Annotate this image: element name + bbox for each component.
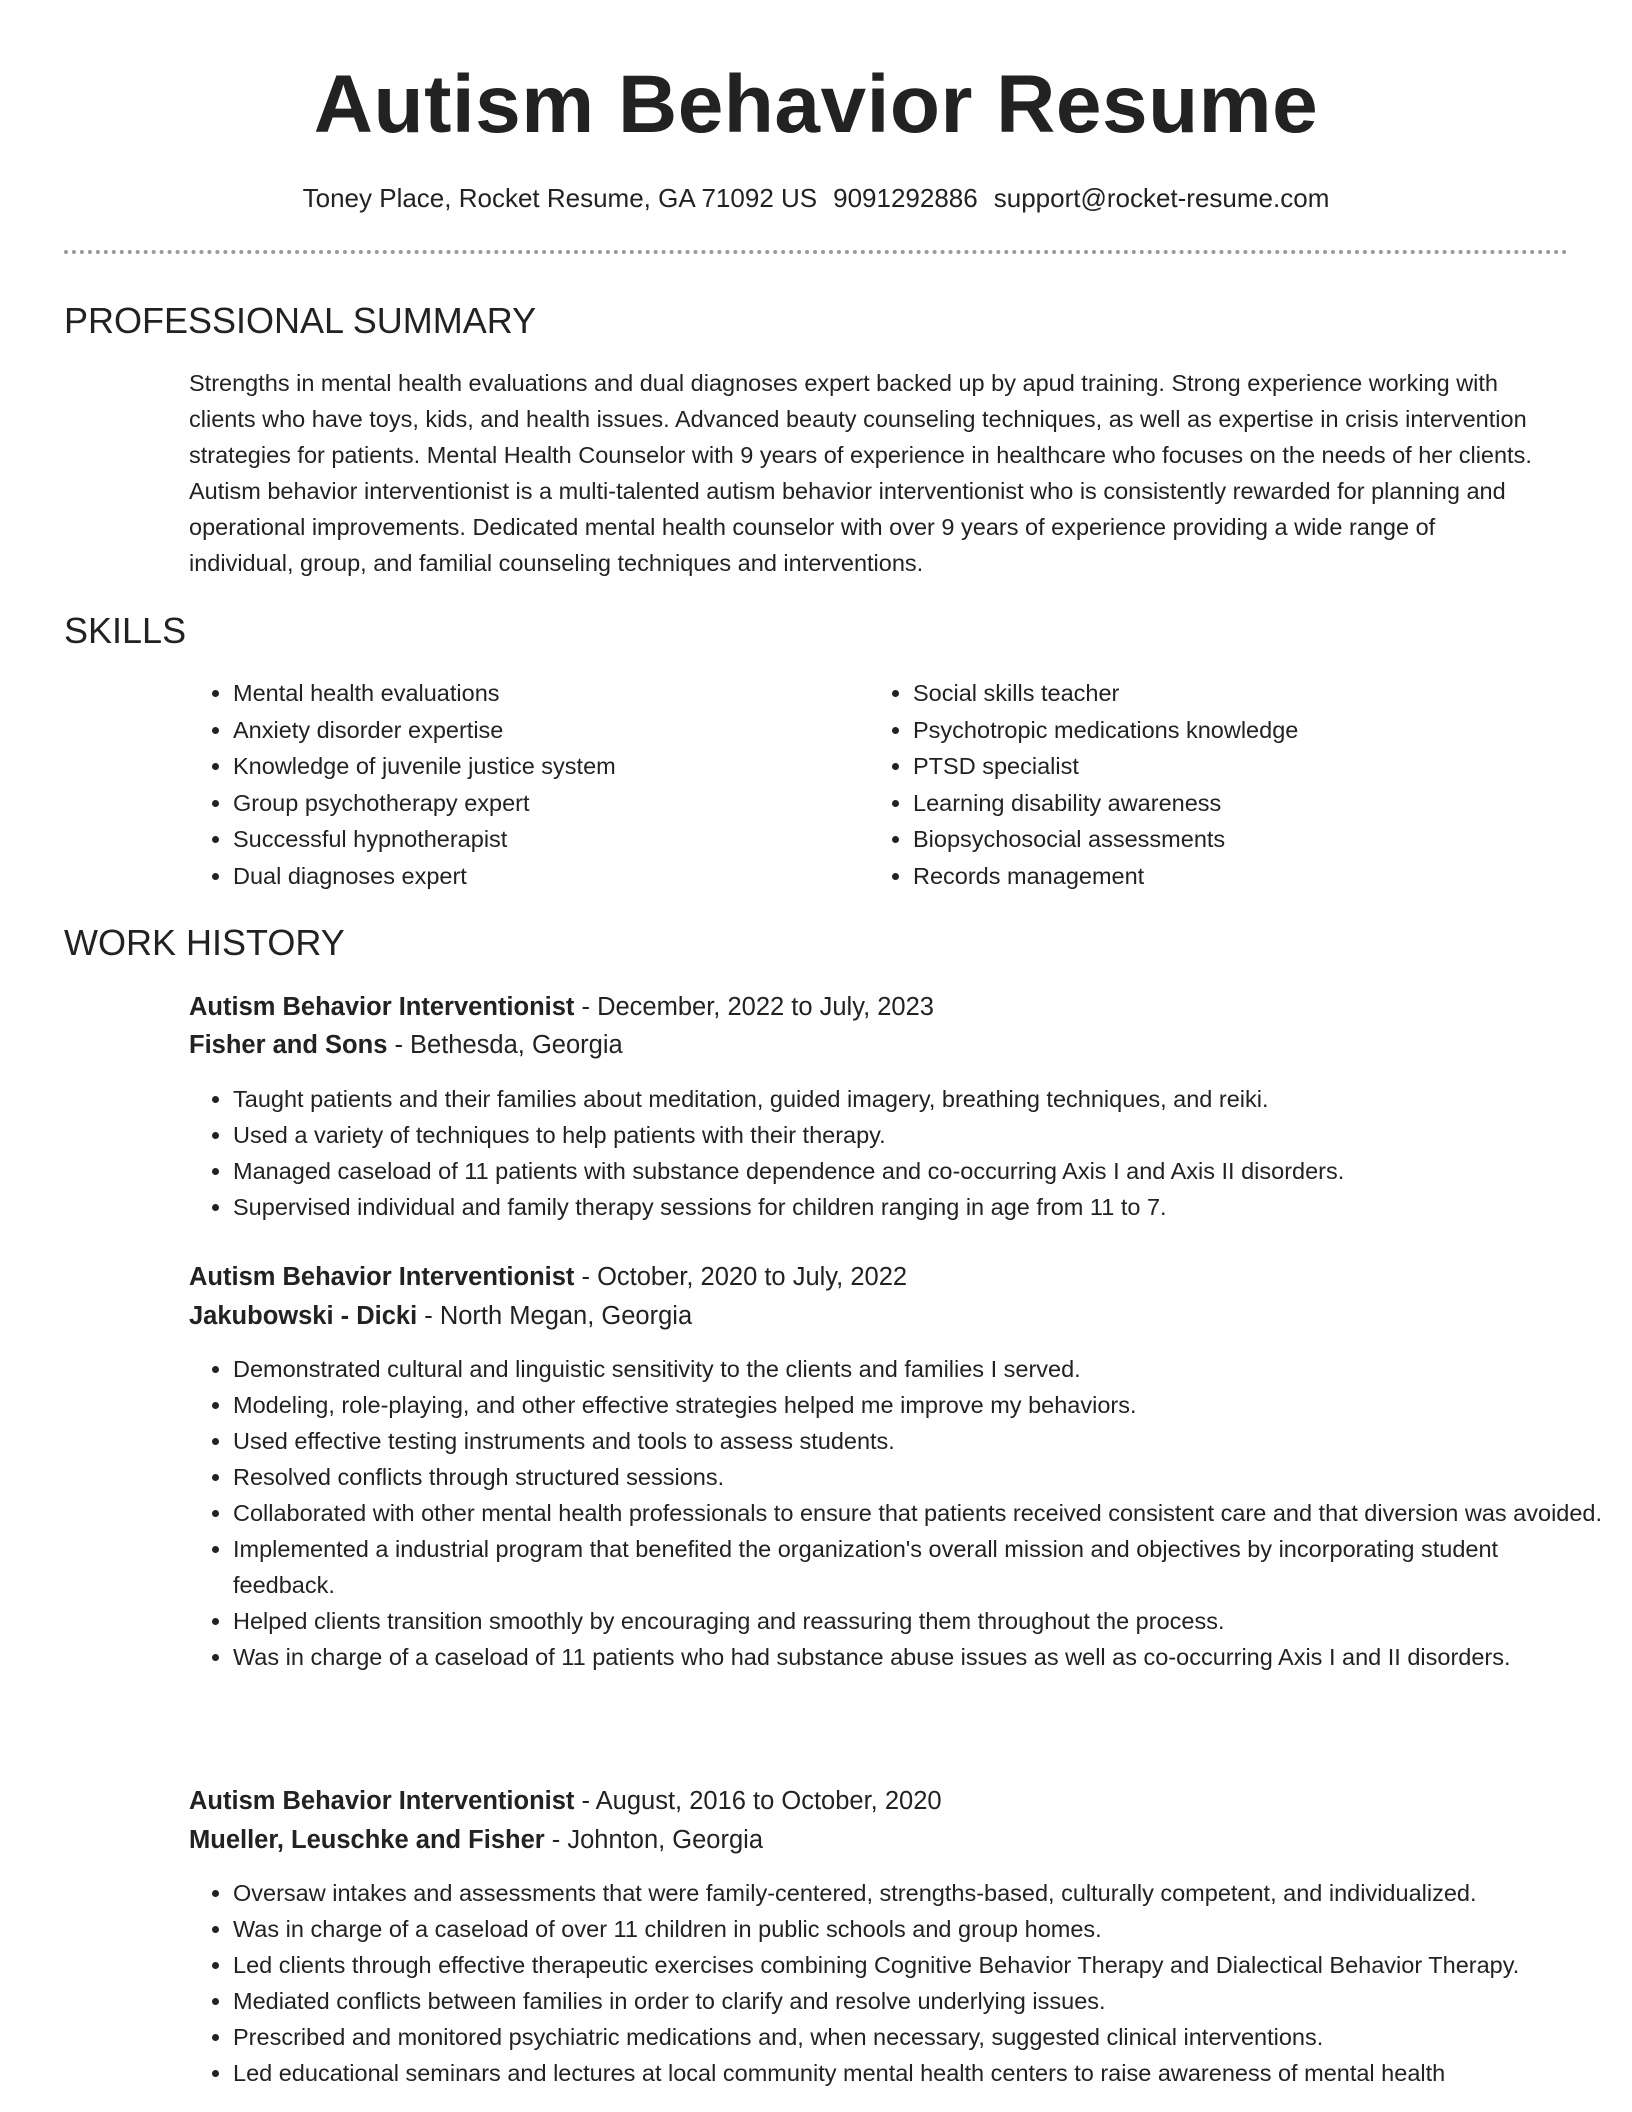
job-location: - Bethesda, Georgia — [387, 1031, 623, 1059]
job-company: Mueller, Leuschke and Fisher — [189, 1826, 545, 1854]
job-title: Autism Behavior Interventionist — [189, 1787, 575, 1815]
job-title: Autism Behavior Interventionist — [189, 993, 575, 1021]
skill-item: • Learning disability awareness — [913, 785, 1533, 822]
job-bullet: • Used a variety of techniques to help patients with their therapy. — [233, 1117, 1603, 1153]
summary-text: Strengths in mental health evaluations and dual diagnoses expert backed up by apud training. Strong experience working with clients who have toys, kids, and health issues. Advanced beauty counseling techniques, as well as expertise in crisis intervention strategies for patients. Mental Health Counselor with 9 years of experience in healthcare who focuses on the needs of her clients. Autism behavior interventionist is a multi-talented autism behavior interventionist who is consistently rewarded for planning and operational improvements. Dedicated mental health counselor with over 9 years of experience providing a wide range of individual, group, and familial counseling techniques and interventions. — [189, 370, 1532, 576]
job-title-line — [189, 988, 934, 1026]
contact-line — [0, 178, 1632, 218]
section-title-skills: SKILLS — [64, 610, 187, 651]
job-bullet: • Supervised individual and family therapy sessions for children ranging in age from 11 to 7. — [233, 1189, 1603, 1225]
skill-item: • Dual diagnoses expert — [233, 858, 853, 895]
skill-item: • Knowledge of juvenile justice system — [233, 748, 853, 785]
skills-list-right — [869, 675, 1533, 895]
skill-item: • Anxiety disorder expertise — [233, 712, 853, 749]
job-bullet: • Managed caseload of 11 patients with substance dependence and co-occurring Axis I and Axis II disorders. — [233, 1153, 1603, 1189]
skill-item: • Psychotropic medications knowledge — [913, 712, 1533, 749]
job-location: - North Megan, Georgia — [417, 1302, 693, 1330]
job-company-line — [189, 1821, 763, 1859]
job-company: Fisher and Sons — [189, 1031, 388, 1059]
job-company: Jakubowski - Dicki — [189, 1302, 418, 1330]
skills-list-left — [189, 675, 853, 895]
job-bullet: • Taught patients and their families about meditation, guided imagery, breathing techniques, and reiki. — [233, 1081, 1603, 1117]
resume-title: Autism Behavior Resume — [313, 59, 1319, 150]
job-company-line — [189, 1026, 623, 1064]
job-location: - Johnton, Georgia — [544, 1826, 764, 1854]
skill-item: • Group psychotherapy expert — [233, 785, 853, 822]
skill-item: • Successful hypnotherapist — [233, 821, 853, 858]
skill-item: • Mental health evaluations — [233, 675, 853, 712]
section-title-summary: PROFESSIONAL SUMMARY — [64, 300, 537, 341]
skill-item: • Records management — [913, 858, 1533, 895]
job-dates: - August, 2016 to October, 2020 — [574, 1787, 942, 1815]
header-divider — [64, 250, 1568, 254]
job-bullets — [189, 1081, 1603, 1225]
job-bullet: • Demonstrated cultural and linguistic sensitivity to the clients and families I served. — [233, 1351, 1603, 1387]
phone: 9091292886 — [833, 183, 978, 213]
job-bullets — [189, 1875, 1603, 2091]
job-bullet: • Resolved conflicts through structured sessions. — [233, 1459, 1603, 1495]
section-title-work: WORK HISTORY — [64, 922, 345, 963]
job-bullets — [189, 1351, 1603, 1675]
skill-item: • Social skills teacher — [913, 675, 1533, 712]
job-bullet: • Was in charge of a caseload of 11 patients who had substance abuse issues as well as co-occurring Axis I and II disorders. — [233, 1639, 1603, 1675]
skill-item: • PTSD specialist — [913, 748, 1533, 785]
job-dates: - October, 2020 to July, 2022 — [574, 1263, 908, 1291]
job-bullet: • Modeling, role-playing, and other effective strategies helped me improve my behaviors. — [233, 1387, 1603, 1423]
job-bullet: • Oversaw intakes and assessments that were family-centered, strengths-based, culturally competent, and individualized. — [233, 1875, 1603, 1911]
job-bullet: • Helped clients transition smoothly by encouraging and reassuring them throughout the process. — [233, 1603, 1603, 1639]
job-bullet: • Collaborated with other mental health professionals to ensure that patients received consistent care and that diversion was avoided. — [233, 1495, 1603, 1531]
skill-item: • Biopsychosocial assessments — [913, 821, 1533, 858]
job-title-line — [189, 1782, 942, 1820]
job-bullet: • Implemented a industrial program that benefited the organization's overall mission and objectives by incorporating student feedback. — [233, 1531, 1603, 1603]
job-company-line — [189, 1297, 692, 1335]
job-bullet: • Led clients through effective therapeutic exercises combining Cognitive Behavior Therapy and Dialectical Behavior Therapy. — [233, 1947, 1603, 1983]
email: support@rocket-resume.com — [993, 183, 1330, 213]
job-title: Autism Behavior Interventionist — [189, 1263, 575, 1291]
job-title-line — [189, 1258, 907, 1296]
job-bullet: • Led educational seminars and lectures at local community mental health centers to raise awareness of mental health — [233, 2055, 1603, 2091]
job-bullet: • Was in charge of a caseload of over 11 children in public schools and group homes. — [233, 1911, 1603, 1947]
job-dates: - December, 2022 to July, 2023 — [574, 993, 934, 1021]
job-bullet: • Used effective testing instruments and tools to assess students. — [233, 1423, 1603, 1459]
job-bullet: • Mediated conflicts between families in order to clarify and resolve underlying issues. — [233, 1983, 1603, 2019]
address: Toney Place, Rocket Resume, GA 71092 US — [302, 183, 818, 213]
job-bullet: • Prescribed and monitored psychiatric medications and, when necessary, suggested clinical interventions. — [233, 2019, 1603, 2055]
